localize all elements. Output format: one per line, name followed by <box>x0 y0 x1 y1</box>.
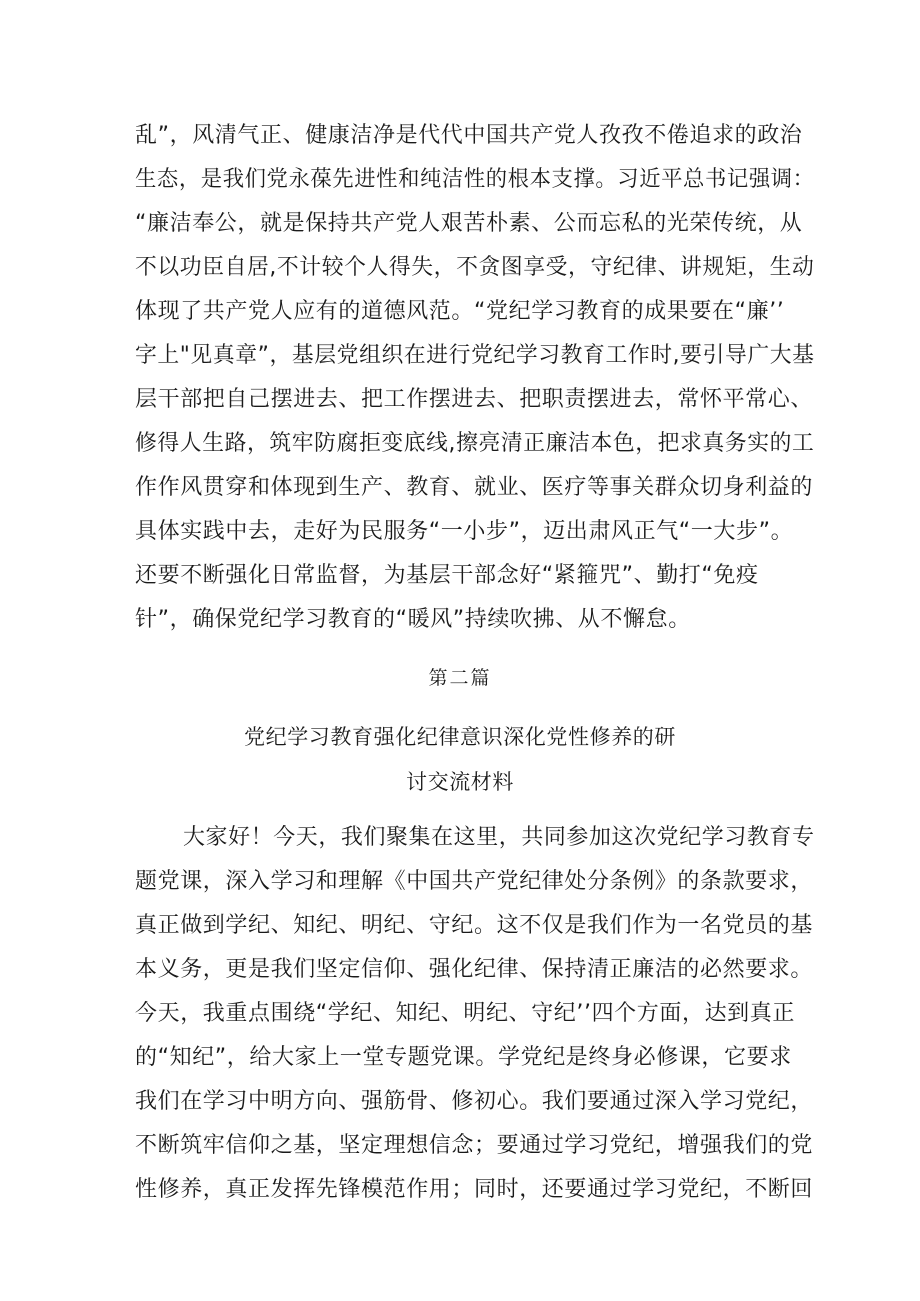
paragraph-line: 我们在学习中明方向、强筋骨、修初心。我们要通过深入学习党纪， <box>135 1089 814 1114</box>
paragraph-line: 真正做到学纪、知纪、明纪、守纪。这不仅是我们作为一名党员的基 <box>135 913 814 938</box>
paragraph-line: 针”，确保党纪学习教育的“暖风”持续吹拂、从不懈怠。 <box>135 607 691 632</box>
paragraph-line: 字上"见真章”，基层党组织在进行党纪学习教育工作时,要引导广大基 <box>135 343 815 368</box>
paragraph-line: 层干部把自己摆进去、把工作摆进去、把职责摆进去，常怀平常心、 <box>135 387 814 412</box>
paragraph-line: 乱”，风清气正、健康洁净是代代中国共产党人孜孜不倦追求的政治 <box>135 123 803 148</box>
paragraph-line: 性修养，真正发挥先锋模范作用；同时，还要通过学习党纪，不断回 <box>135 1177 814 1202</box>
paragraph-line: 题党课，深入学习和理解《中国共产党纪律处分条例》的条款要求， <box>135 869 814 894</box>
title-line: 党纪学习教育强化纪律意识深化党性修养的研 <box>244 725 676 749</box>
paragraph-line: 不以功臣自居,不计较个人得失，不贪图享受，守纪律、讲规矩，生动 <box>135 255 815 280</box>
paragraph-line: 体现了共产党人应有的道德风范。“党纪学习教育的成果要在“廉’’ <box>135 299 785 324</box>
paragraph-line: 具体实践中去，走好为民服务“一小步”，迈出肃风正气“一大步”。 <box>135 519 794 544</box>
paragraph-line: 大家好！今天，我们聚集在这里，共同参加这次党纪学习教育专 <box>183 825 815 850</box>
title-line: 讨交流材料 <box>406 770 514 794</box>
paragraph-line: 的“知纪”，给大家上一堂专题党课。学党纪是终身必修课，它要求 <box>135 1045 792 1070</box>
paragraph-line: 还要不断强化日常监督，为基层干部念好“紧箍咒”、勤打“免疫 <box>135 563 759 588</box>
paragraph-line: 作作风贯穿和体现到生产、教育、就业、医疗等事关群众切身利益的 <box>135 475 814 500</box>
section-label: 第二篇 <box>428 667 492 689</box>
paragraph-line: 本义务，更是我们坚定信仰、强化纪律、保持清正廉洁的必然要求。 <box>135 957 814 982</box>
paragraph-line: “廉洁奉公，就是保持共产党人艰苦朴素、公而忘私的光荣传统，从 <box>135 211 803 236</box>
paragraph-line: 今天，我重点围绕“学纪、知纪、明纪、守纪’’四个方面，达到真正 <box>135 1001 795 1026</box>
paragraph-line: 修得人生路，筑牢防腐拒变底线,擦亮清正廉洁本色，把求真务实的工 <box>135 431 815 456</box>
paragraph-line: 生态，是我们党永葆先进性和纯洁性的根本支撑。习近平总书记强调： <box>135 167 815 192</box>
paragraph-line: 不断筑牢信仰之基，坚定理想信念；要通过学习党纪，增强我们的党 <box>135 1133 814 1158</box>
